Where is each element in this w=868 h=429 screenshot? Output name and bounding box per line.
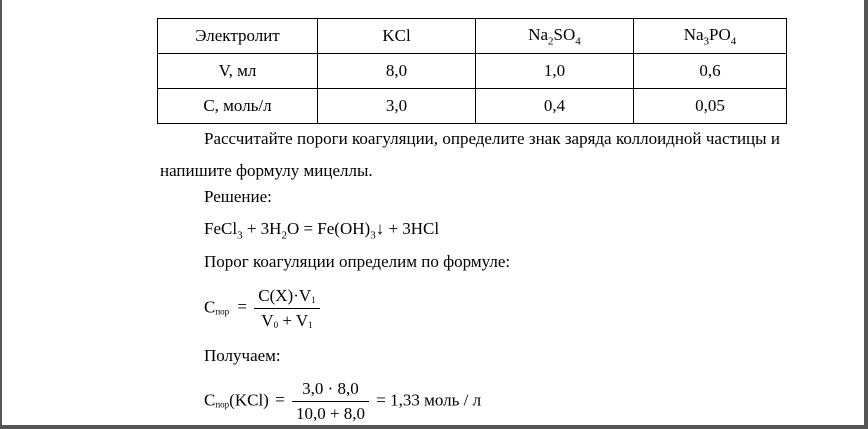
table-row	[158, 54, 787, 89]
result-formula: Cпор(KCl) = $\frac{3,0 \cdot 8,0}{10,0 + 8,0}$ = 1,33 моль / л	[204, 379, 482, 423]
table-cell: Электролит	[158, 19, 318, 54]
right-border	[864, 0, 868, 429]
task-paragraph: Рассчитайте пороги коагуляции, определите знак заряда коллоидной частицы и напишите формулу мицеллы.	[160, 129, 780, 180]
table-cell: 0,4	[476, 89, 634, 124]
formula-fraction: $\frac{C(X)\cdot V1}{V0 + V1}$	[254, 286, 319, 331]
table-cell: 1,0	[476, 54, 634, 89]
table-cell: V, мл	[158, 54, 318, 89]
solution-label: Решение:	[204, 187, 272, 206]
formula-fraction: $\frac{3,0 \cdot 8,0}{10,0 + 8,0}$	[292, 379, 369, 424]
table-cell: $Na_3PO_4$	[634, 19, 787, 54]
table-cell: $Na_2SO_4$	[476, 19, 634, 54]
reaction-equation: FeCl$_3$ + $3H_2O$ = $Fe(OH)_3↓ + 3HCl$	[204, 219, 440, 242]
table-cell: 3,0	[318, 89, 476, 124]
table-cell: C, моль/л	[158, 89, 318, 124]
bottom-border	[0, 425, 868, 429]
table-cell: 0,05	[634, 89, 787, 124]
left-border	[0, 0, 2, 429]
result-label: Получаем:	[204, 346, 281, 365]
table-row	[158, 89, 787, 124]
table-cell: KCl	[318, 19, 476, 54]
table-row	[158, 19, 787, 54]
table-cell: 8,0	[318, 54, 476, 89]
table-cell: 0,6	[634, 54, 787, 89]
threshold-text: Порог коагуляции определим по формуле:	[204, 252, 511, 271]
threshold-formula: Cпор = $\frac{C(X)\cdot V1}{V0 + V1}$	[204, 286, 323, 331]
electrolyte-table	[157, 18, 787, 124]
